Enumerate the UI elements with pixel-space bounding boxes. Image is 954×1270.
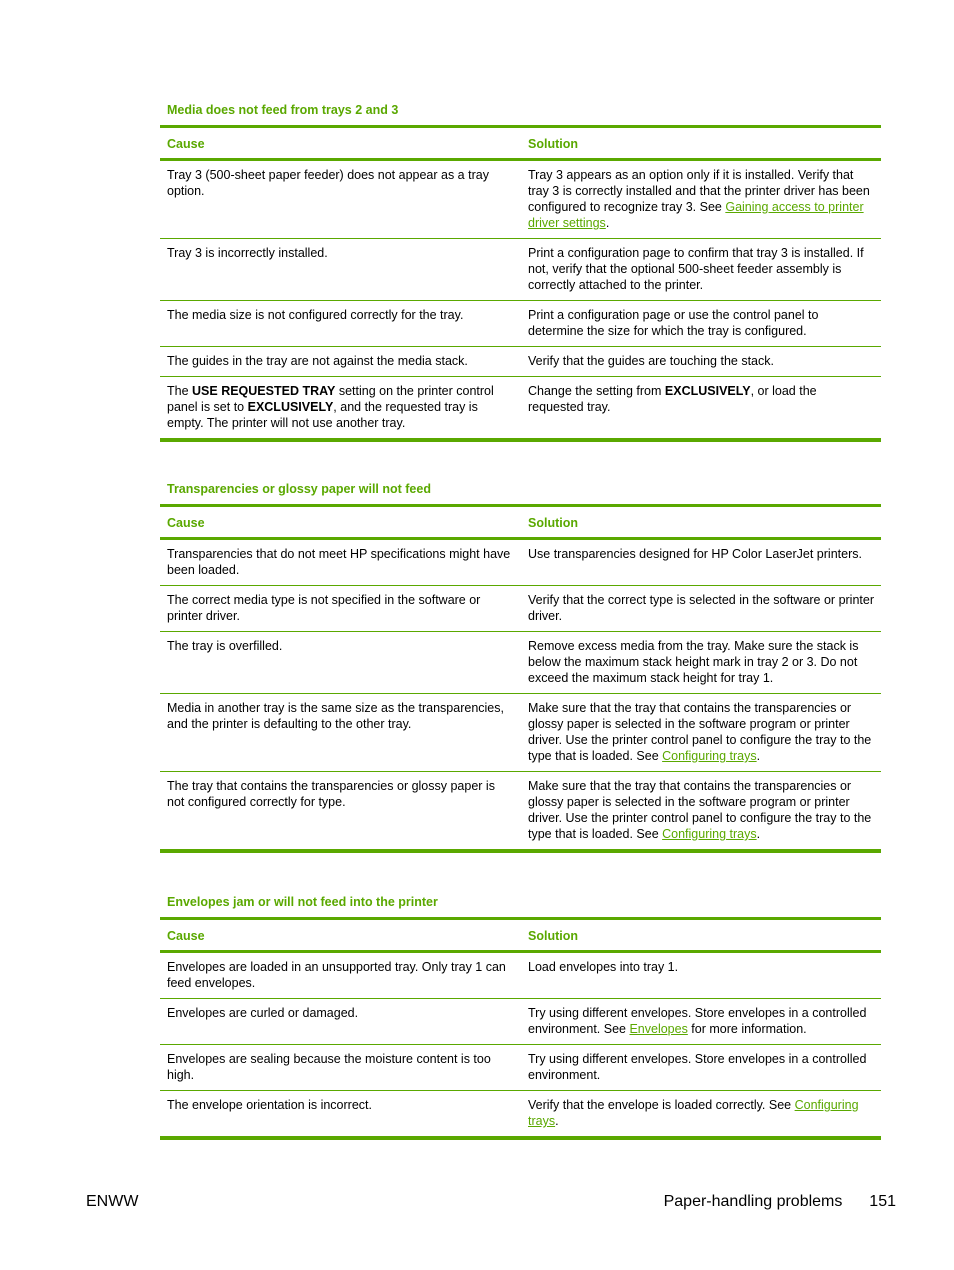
section-envelopes — [160, 894, 881, 1140]
solution-cell — [521, 999, 881, 1045]
cause-cell — [160, 377, 521, 441]
section-transparencies — [160, 481, 881, 853]
solution-cell — [521, 632, 881, 694]
cross-reference-link[interactable]: Gaining access to printer driver settings — [528, 200, 864, 230]
text-run: Verify that the guides are touching the stack. — [528, 354, 774, 368]
cause-cell — [160, 239, 521, 301]
cross-reference-link[interactable]: Configuring trays — [662, 827, 757, 841]
table-row — [160, 301, 881, 347]
solution-cell — [521, 1091, 881, 1139]
cause-cell — [160, 952, 521, 999]
table-row — [160, 632, 881, 694]
text-run: The correct media type is not specified in the software or printer driver. — [167, 593, 481, 623]
text-run: Print a configuration page or use the control panel to determine the size for which the tray is configured. — [528, 308, 819, 338]
text-run: Envelopes are curled or damaged. — [167, 1006, 359, 1020]
text-run: setting on the printer control panel is set to — [167, 384, 494, 414]
cross-reference-link[interactable]: Configuring trays — [528, 1098, 859, 1128]
table-row — [160, 160, 881, 239]
cause-header: Cause — [160, 919, 521, 952]
cause-header: Cause — [160, 127, 521, 160]
table-header-row — [160, 919, 881, 952]
cause-cell — [160, 1045, 521, 1091]
text-run: , and the requested tray is empty. The printer will not use another tray. — [167, 400, 478, 430]
bold-text: USE REQUESTED TRAY — [192, 384, 336, 398]
text-run: The media size is not configured correctly for the tray. — [167, 308, 464, 322]
table-row — [160, 539, 881, 586]
footer-section-name: Paper-handling problems — [663, 1193, 843, 1210]
text-run: The guides in the tray are not against the media stack. — [167, 354, 468, 368]
cause-cell — [160, 160, 521, 239]
text-run: . — [605, 216, 610, 230]
cause-cell — [160, 772, 521, 852]
text-run: Remove excess media from the tray. Make sure the stack is below the maximum stack height mark in tray 2 or 3. Do not exceed the maximum stack height for tray 1. — [528, 639, 859, 685]
text-run: . — [756, 827, 761, 841]
text-run: Print a configuration page to confirm that tray 3 is installed. If not, verify that the optional 500-sheet feeder assembly is correctly attached to the printer. — [528, 246, 864, 292]
text-run: Envelopes are loaded in an unsupported tray. Only tray 1 can feed envelopes. — [167, 960, 506, 990]
solution-header: Solution — [521, 919, 881, 952]
bold-text: EXCLUSIVELY — [664, 384, 751, 398]
text-run: Use transparencies designed for HP Color LaserJet printers. — [528, 547, 862, 561]
solution-header: Solution — [521, 127, 881, 160]
bold-text: EXCLUSIVELY — [247, 400, 334, 414]
table-row — [160, 952, 881, 999]
table-header-row — [160, 506, 881, 539]
footer-left: ENWW — [86, 1193, 139, 1210]
cause-header: Cause — [160, 506, 521, 539]
solution-cell — [521, 694, 881, 772]
text-run: Make sure that the tray that contains the transparencies or glossy paper is selected in the software program or printer driver. Use the printer control panel to configure the tray to the type that is loaded. See — [528, 701, 872, 763]
troubleshooting-table — [160, 917, 881, 1140]
solution-cell — [521, 347, 881, 377]
solution-cell — [521, 301, 881, 347]
cause-cell — [160, 301, 521, 347]
solution-cell — [521, 160, 881, 239]
text-run: Tray 3 (500-sheet paper feeder) does not appear as a tray option. — [167, 168, 489, 198]
text-run: . — [555, 1114, 559, 1128]
table-row — [160, 694, 881, 772]
table-row — [160, 239, 881, 301]
text-run: Verify that the correct type is selected in the software or printer driver. — [528, 593, 874, 623]
text-run: The envelope orientation is incorrect. — [167, 1098, 372, 1112]
solution-cell — [521, 539, 881, 586]
text-run: Load envelopes into tray 1. — [528, 960, 679, 974]
table-row — [160, 377, 881, 441]
cause-cell — [160, 1091, 521, 1139]
text-run: for more information. — [687, 1022, 807, 1036]
text-run: Try using different envelopes. Store envelopes in a controlled environment. See — [528, 1006, 867, 1036]
table-header-row — [160, 127, 881, 160]
cross-reference-link[interactable]: Configuring trays — [662, 749, 757, 763]
troubleshooting-table — [160, 125, 881, 442]
cause-cell — [160, 539, 521, 586]
page-number: 151 — [869, 1193, 896, 1210]
solution-cell — [521, 1045, 881, 1091]
footer-right — [664, 1192, 896, 1212]
cross-reference-link[interactable]: Envelopes — [629, 1022, 688, 1036]
text-run: The — [167, 384, 193, 398]
cause-cell — [160, 999, 521, 1045]
text-run: Verify that the envelope is loaded correctly. See — [528, 1098, 795, 1112]
text-run: Envelopes are sealing because the moisture content is too high. — [167, 1052, 491, 1082]
cause-cell — [160, 347, 521, 377]
troubleshooting-table — [160, 504, 881, 853]
solution-cell — [521, 772, 881, 852]
table-row — [160, 1091, 881, 1139]
table-row — [160, 586, 881, 632]
section-media-trays — [160, 102, 881, 442]
text-run: Tray 3 is incorrectly installed. — [167, 246, 328, 260]
solution-header: Solution — [521, 506, 881, 539]
solution-cell — [521, 952, 881, 999]
table-row — [160, 772, 881, 852]
text-run: Transparencies that do not meet HP specifications might have been loaded. — [167, 547, 511, 577]
text-run: Change the setting from — [528, 384, 665, 398]
table-row — [160, 1045, 881, 1091]
text-run: Media in another tray is the same size as the transparencies, and the printer is defaulting to the other tray. — [167, 701, 504, 731]
text-run: The tray that contains the transparencies or glossy paper is not configured correctly for type. — [167, 779, 495, 809]
solution-cell — [521, 377, 881, 441]
solution-cell — [521, 239, 881, 301]
text-run: , or load the requested tray. — [528, 384, 817, 414]
cause-cell — [160, 586, 521, 632]
table-row — [160, 999, 881, 1045]
cause-cell — [160, 632, 521, 694]
text-run: Make sure that the tray that contains the transparencies or glossy paper is selected in the software program or printer driver. Use the printer control panel to configure the tray to the type that is loaded. See — [528, 779, 872, 841]
table-row — [160, 347, 881, 377]
solution-cell — [521, 586, 881, 632]
section-title: Transparencies or glossy paper will not feed — [167, 482, 431, 496]
text-run: Try using different envelopes. Store envelopes in a controlled environment. — [528, 1052, 867, 1082]
cause-cell — [160, 694, 521, 772]
text-run: The tray is overfilled. — [167, 639, 283, 653]
text-run: . — [756, 749, 761, 763]
text-run: Tray 3 appears as an option only if it is installed. Verify that tray 3 is correctly installed and that the printer driver has been configured to recognize tray 3. See — [528, 168, 870, 214]
section-title: Media does not feed from trays 2 and 3 — [167, 103, 399, 117]
section-title: Envelopes jam or will not feed into the printer — [167, 895, 438, 909]
